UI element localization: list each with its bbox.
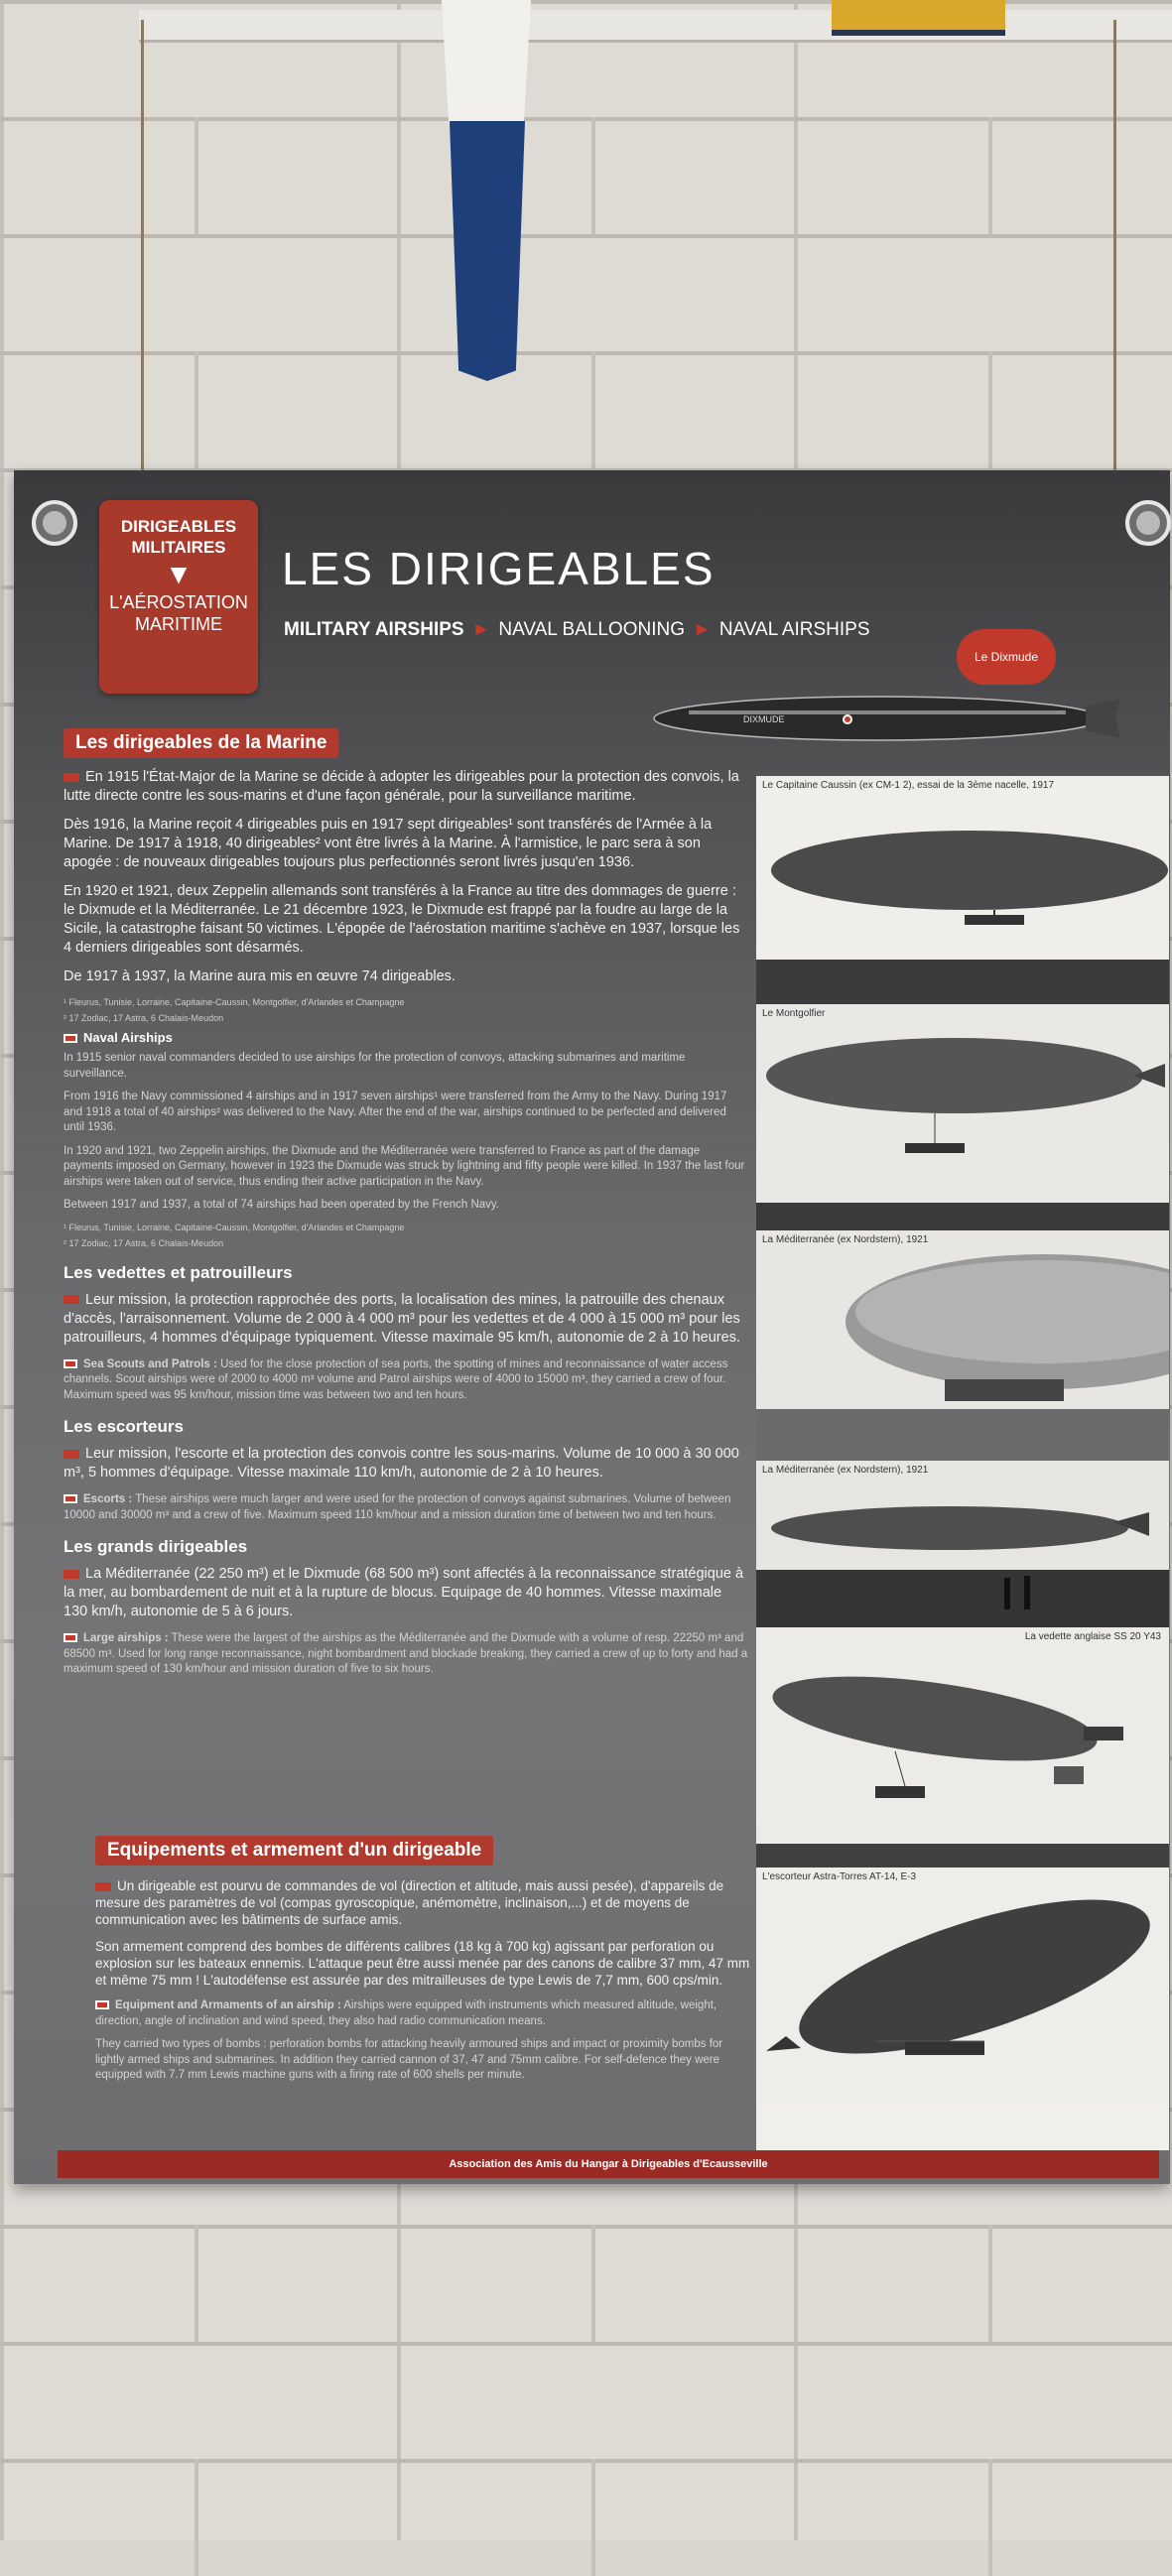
yellow-flag <box>832 0 1005 36</box>
airship-photo <box>756 1868 1169 2104</box>
paragraph: Un dirigeable est pourvu de commandes de vol (direction et altitude, mais aussi pesée), d'appareils de mesure des paramètres de vol (compas gyroscopique, anémomètre, inclinaison,...) et de moyens de communication avec les bâtiments de surface amis. <box>95 1878 724 1927</box>
airship-photo <box>756 1461 1169 1627</box>
airship-photo <box>756 776 1169 1004</box>
text-column <box>64 768 748 1686</box>
subtitle-part: NAVAL BALLOONING <box>498 619 685 640</box>
photo-column <box>756 776 1169 2150</box>
grommet <box>32 500 77 546</box>
footnote: ² 17 Zodiac, 17 Astra, 6 Chalais-Meudon <box>64 1237 224 1248</box>
paragraph-text: En 1915 l'État-Major de la Marine se décide à adopter les dirigeables pour la protection des convois, la lutte directe contre les sous-marins et d'une façon générale, pour la surveillance maritime. <box>64 769 739 804</box>
english-paragraph: In 1915 senior naval commanders decided to use airships for the protection of convoys, attacking submarines and maritime surveillance. <box>64 1052 686 1080</box>
airship-photo <box>756 1004 1169 1230</box>
badge-line: DIRIGEABLES <box>120 517 237 536</box>
bullet-icon <box>95 1882 111 1891</box>
paragraph: En 1920 et 1921, deux Zeppelin allemands sont transférés à la France au titre des dommages de guerre : le Dixmude et la Méditerranée. Le 21 décembre 1923, le Dixmude est frappé par la foudre au large de la Sicile, la catastrophe faisant 50 victimes. L'épopée de l'aérostation maritime s'achève en 1937, lorsque les 4 derniers dirigeables sont désarmés. <box>64 883 740 956</box>
uk-flag-icon <box>64 1034 77 1043</box>
airship-photo <box>756 1230 1169 1461</box>
photo-mediterranee-flight <box>756 1461 1169 1627</box>
category-badge <box>99 500 258 694</box>
paragraph: Leur mission, l'escorte et la protection des convois contre les sous-marins. Volume de 10 000 à 30 000 m³, 5 hommes d'équipage. Vitesse maximale 110 km/h, autonomie de 2 à 10 heures. <box>64 1446 739 1481</box>
ship-hull-text: DIXMUDE <box>743 714 785 724</box>
arrow-right-icon: ► <box>471 619 491 640</box>
paragraph <box>64 768 748 806</box>
english-heading: Naval Airships <box>64 1030 748 1045</box>
subsection-heading: Les grands dirigeables <box>64 1537 248 1556</box>
paragraph: Son armement comprend des bombes de différents calibres (18 kg à 700 kg) agissant par perforation ou explosion sur les bateaux ennemis. L'attaque peut être aussi menée par des canons de calibre 37 mm, 47 mm et même 75 mm ! L'autodéfense est assurée par des mitrailleuses de type Lewis de 7,7 mm, 600 cps/min. <box>95 1939 750 1988</box>
subtitle-part: NAVAL AIRSHIPS <box>718 619 870 640</box>
english-paragraph: Large airships : These were the largest of the airships as the Méditerranée and the Dixmude with a volume of resp. 22250 m³ and 68500 m³. Used for long range reconnaissance, night bombardment and blockade breaking, they carried a crew of up to forty and had a maximum speed of 130 km/hour and mission duration of five to six hours. <box>64 1632 748 1675</box>
uk-flag-icon <box>64 1359 77 1368</box>
uk-flag-icon <box>64 1633 77 1642</box>
badge-line: MILITAIRES <box>131 538 226 557</box>
bullet-icon <box>64 1295 79 1304</box>
poster-footer: Association des Amis du Hangar à Dirigeables d'Ecausseville <box>58 2150 1159 2178</box>
english-paragraph: They carried two types of bombs : perforation bombs for attacking heavily armoured ships and impact or proximity bombs for lightly armed ships and submarines. In addition they carried cannon of 37, 47 and 75mm calibre. For self-defence they were equipped with 7.7 mm Lewis machine guns with a firing rate of 600 shells per minute. <box>95 2038 723 2081</box>
shelf <box>139 10 1172 43</box>
section-heading: Equipements et armement d'un dirigeable <box>95 1836 493 1866</box>
paragraph: Dès 1916, la Marine reçoit 4 dirigeables puis en 1917 sept dirigeables¹ sont transférés de l'Armée à la Marine. De 1917 à 1918, 40 dirigeables² vont être livrés à la Marine. À l'armistice, le parc sera à son apogée : de nouveaux dirigeables toujours plus perfectionnés seront livrés jusqu'en 1936. <box>64 817 713 870</box>
subtitle-part: MILITARY AIRSHIPS <box>284 619 464 640</box>
poster-subtitle <box>284 619 870 641</box>
photo-caption: Le Montgolfier <box>762 1008 826 1019</box>
uk-flag-icon <box>64 1494 77 1503</box>
hanging-wire <box>141 20 144 476</box>
photo-caption: Le Capitaine Caussin (ex CM-1 2), essai de la 3ème nacelle, 1917 <box>762 780 1055 791</box>
photo-capitaine-caussin <box>756 776 1169 1004</box>
english-paragraph: From 1916 the Navy commissioned 4 airships and in 1917 seven airships¹ were transferred from the Army to the Navy. During 1917 and 1918 a total of 40 airships² was delivered to the Navy. After the end of the war, airships continued to be perfected and delivered until 1936. <box>64 1091 727 1133</box>
paragraph: La Méditerranée (22 250 m³) et le Dixmude (68 500 m³) sont affectés à la reconnaissance stratégique à la mer, au bombardement de nuit et à la rupture de blocus. Equipage de 40 hommes. Vitesse maximale 130 km/h, autonomie de 5 à 6 jours. <box>64 1566 744 1619</box>
english-paragraph: Between 1917 and 1937, a total of 74 airships had been operated by the French Navy. <box>64 1199 500 1211</box>
photo-vedette-anglaise <box>756 1627 1169 1868</box>
bullet-icon <box>64 1450 79 1459</box>
english-paragraph: In 1920 and 1921, two Zeppelin airships, the Dixmude and the Méditerranée were transferred to France as part of the damage payments imposed on Germany, however in 1923 the Dixmude was struck by lightning and fifty people were killed. In 1937 the last four airships were taken out of service, thus ending their active participation in the Navy. <box>64 1144 745 1188</box>
paragraph: Leur mission, la protection rapprochée des ports, la localisation des mines, la patrouille des chenaux d'accès, l'arraisonnement. Volume de 2 000 à 4 000 m³ pour les vedettes et de 4 000 à 15 000 m³ pour les patrouilleurs, 4 hommes d'équipage typiquement. Vitesse maximale 95 km/h, autonomie de 2 à 10 heures. <box>64 1291 740 1346</box>
poster-title: LES DIRIGEABLES <box>282 543 716 594</box>
down-arrow-icon: ▼ <box>165 559 193 589</box>
photo-montgolfier <box>756 1004 1169 1230</box>
english-paragraph: Sea Scouts and Patrols : Used for the close protection of sea ports, the spotting of mines and reconnaissance of water access channels. Scout airships were of 2000 to 4000 m³ volume and Patrol airships were of 4000 to 15000 m³, they carried a crew of four. Maximum speed was 95 km/hour, mission time was between two and ten hours. <box>64 1357 728 1401</box>
section-heading: Les dirigeables de la Marine <box>64 728 338 758</box>
dixmude-airship-illustration <box>649 687 1125 746</box>
airship-photo <box>756 1627 1169 1868</box>
english-paragraph: Escorts : These airships were much larger and were used for the protection of convoys against submarines. Volume of between 10000 and 30000 m³ and a crew of five. Maximum speed 110 km/hour and a mission duration time of between two and ten hours. <box>64 1493 731 1521</box>
bullet-icon <box>64 1570 79 1579</box>
photo-escorteur-astra-torres <box>756 1868 1169 2104</box>
text-column <box>95 1877 750 2092</box>
footnote: ¹ Fleurus, Tunisie, Lorraine, Capitaine-Caussin, Montgolfier, d'Arlandes et Champagne <box>64 997 405 1007</box>
photo-caption: L'escorteur Astra-Torres AT-14, E-3 <box>762 1871 917 1882</box>
hanging-wire <box>1113 20 1116 476</box>
bullet-icon <box>64 773 79 782</box>
grommet <box>1125 500 1171 546</box>
photo-caption: La Méditerranée (ex Nordstern), 1921 <box>762 1234 929 1245</box>
footnote: ¹ Fleurus, Tunisie, Lorraine, Capitaine-Caussin, Montgolfier, d'Arlandes et Champagne <box>64 1222 405 1232</box>
pennant-flag <box>442 0 531 382</box>
photo-caption: La Méditerranée (ex Nordstern), 1921 <box>762 1465 929 1476</box>
subsection-heading: Les escorteurs <box>64 1417 184 1436</box>
subsection-heading: Les vedettes et patrouilleurs <box>64 1262 293 1282</box>
badge-line: L'AÉROSTATION <box>109 592 248 612</box>
uk-flag-icon <box>95 2000 109 2009</box>
arrow-right-icon: ► <box>693 619 712 640</box>
photo-mediterranee-hangar <box>756 1230 1169 1461</box>
dixmude-label: Le Dixmude <box>957 629 1056 685</box>
badge-line: MARITIME <box>135 614 222 634</box>
paragraph: De 1917 à 1937, la Marine aura mis en œuvre 74 dirigeables. <box>64 968 456 984</box>
english-paragraph: Equipment and Armaments of an airship : Airships were equipped with instruments which measured altitude, weight, direction, angle of inclination and wind speed, they also had radio communication means. <box>95 1999 717 2027</box>
poster <box>14 470 1170 2184</box>
footnote: ² 17 Zodiac, 17 Astra, 6 Chalais-Meudon <box>64 1013 224 1023</box>
photo-caption: La vedette anglaise SS 20 Y43 <box>1024 1631 1161 1642</box>
